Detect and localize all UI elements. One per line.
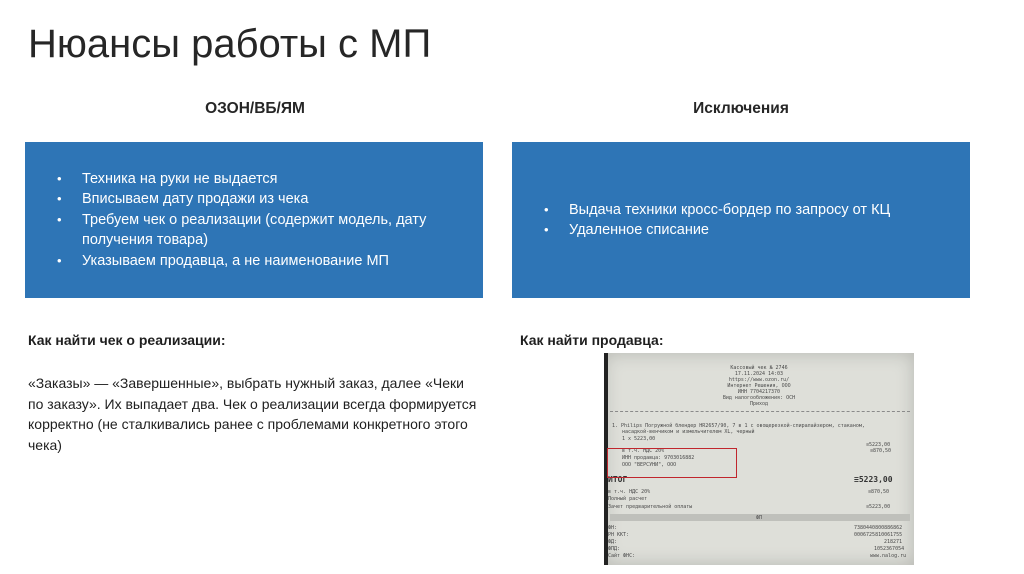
left-bullet-item: • Требуем чек о реализации (содержит модель, дату получения товара) xyxy=(57,210,459,251)
right-bullet-item: • Удаленное списание xyxy=(544,220,890,241)
left-bullet-item: • Указываем продавца, а не наименование МП xyxy=(57,251,459,272)
receipt-fiscal-value: www.nalog.ru xyxy=(870,553,907,559)
receipt-item-line: 1. Philips Погружной блендер HR2657/90, 7 в 1 с овощерезкой-спиралайзером, стаканом, xyxy=(612,423,865,429)
receipt-fiscal-label: ФД: xyxy=(608,539,618,545)
receipt-fiscal-value: 7380440800886862 xyxy=(854,525,903,531)
receipt-header-line: Вид налогообложения: ОСН xyxy=(722,395,796,401)
receipt-total-label: ИТОГ xyxy=(608,475,628,484)
receipt-header-line: ИНН 7704217370 xyxy=(737,389,781,395)
receipt-total-vat-value: ≡870,50 xyxy=(868,489,890,495)
receipt-total-vat-label: в т.ч. НДС 20% xyxy=(608,489,651,495)
receipt-seller-name: ООО "ВЕРСУНИ", ООО xyxy=(622,462,677,468)
receipt-vat-label: в т.ч. НДС 20% xyxy=(622,448,665,454)
receipt-item-qty: 1 x 5223,00 xyxy=(622,436,656,442)
left-bullet-list xyxy=(25,169,483,272)
instructions-text: «Заказы» — «Завершенные», выбрать нужный заказ, далее «Чеки по заказу». Их выпадает два. Чек о реализации всегда формируется корректно (не сталкивались ранее с проблемами конкретного этого чека) xyxy=(28,375,477,453)
receipt-item-total: ≡5223,00 xyxy=(866,442,891,448)
receipt-fiscal-label: ФН: xyxy=(608,525,618,531)
left-column-heading: ОЗОН/ВБ/ЯМ xyxy=(205,100,305,117)
receipt-header-line: Кассовый чек № 2746 xyxy=(730,365,788,371)
receipt-fiscal-value: 0006725810061755 xyxy=(854,532,903,538)
left-info-box xyxy=(25,142,483,298)
receipt-vat-value: ≡870,50 xyxy=(870,448,892,454)
right-bullet-item: • Выдача техники кросс-бордер по запросу от КЦ xyxy=(544,200,890,221)
right-bullet-list xyxy=(512,200,914,241)
find-receipt-heading: Как найти чек о реализации: xyxy=(28,332,226,348)
right-column-heading: Исключения xyxy=(693,100,789,117)
receipt-header-line: Приход xyxy=(749,401,769,407)
seller-highlight-frame xyxy=(607,448,737,478)
receipt-fiscal-label: РН ККТ: xyxy=(608,532,630,538)
receipt-seller-inn: ИНН продавца: 9703016882 xyxy=(622,455,695,461)
find-seller-heading: Как найти продавца: xyxy=(520,332,664,348)
left-bullet-item: • Вписываем дату продажи из чека xyxy=(57,189,459,210)
receipt-prepay-label: Зачет предварительной оплаты xyxy=(608,504,693,510)
receipt-header-line: Интернет Решения, ООО xyxy=(727,383,791,389)
receipt-fiscal-label: ФПД: xyxy=(608,546,621,552)
slide-title: Нюансы работы с МП xyxy=(28,22,432,66)
receipt-section-label: ФП xyxy=(755,515,763,521)
receipt-fiscal-label: Сайт ФНС: xyxy=(608,553,636,559)
receipt-divider xyxy=(610,411,910,412)
receipt-total-value: ≡5223,00 xyxy=(854,475,893,484)
receipt-item-line: насадкой-венчиком и измельчителем XL, черный xyxy=(622,429,755,435)
find-receipt-instructions xyxy=(28,373,478,455)
right-info-box xyxy=(512,142,970,298)
receipt-header-line: https://www.ozon.ru/ xyxy=(728,377,790,383)
receipt-fiscal-value: 1052367054 xyxy=(874,546,905,552)
receipt-fiscal-value: 218271 xyxy=(884,539,903,545)
receipt-prepay-value: ≡5223,00 xyxy=(866,504,891,510)
left-bullet-item: • Техника на руки не выдается xyxy=(57,169,459,190)
receipt-payment: Полный расчет xyxy=(608,496,648,502)
receipt-header-line: 17.11.2024 14:03 xyxy=(734,371,784,377)
